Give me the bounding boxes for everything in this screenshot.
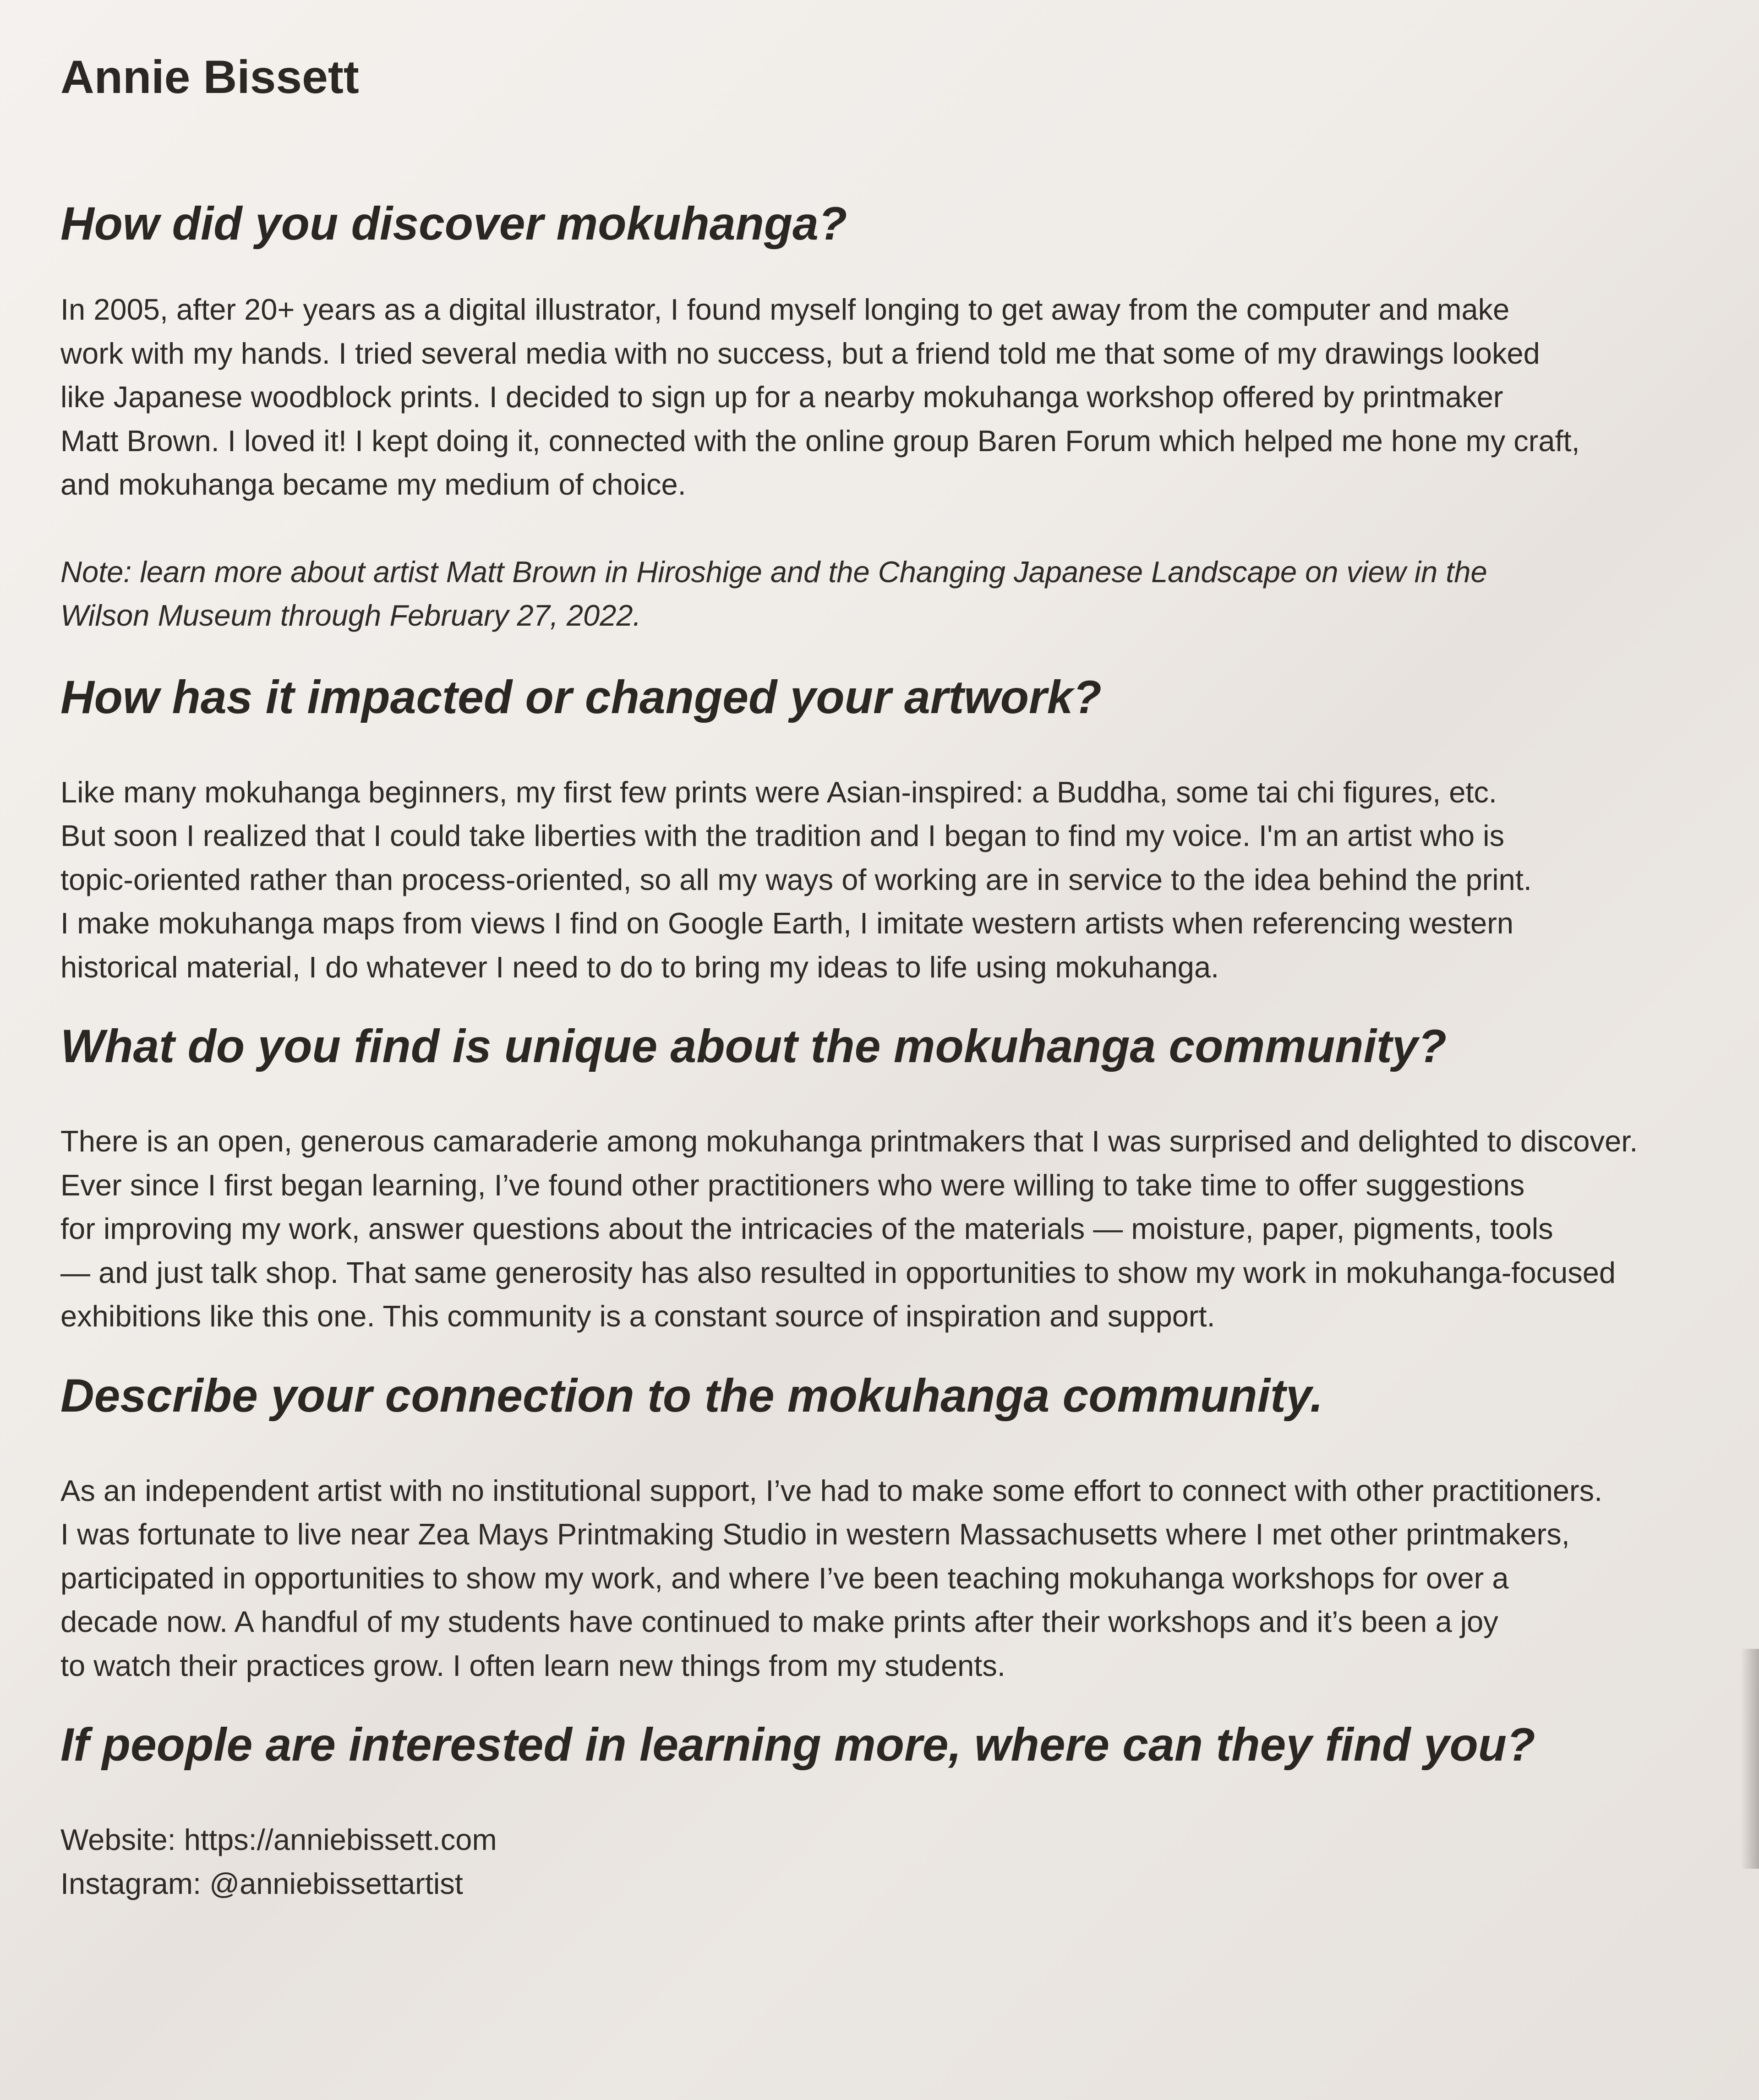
answer-line: exhibitions like this one. This community is a constant source of inspiration and support. — [60, 1299, 1215, 1333]
question-heading: How did you discover mokuhanga? — [60, 197, 847, 250]
answer-line: I make mokuhanga maps from views I find on Google Earth, I imitate western artists when referencing western — [60, 906, 1513, 940]
answer-line: I was fortunate to live near Zea Mays Printmaking Studio in western Massachusetts where I met other printmakers, — [60, 1517, 1570, 1551]
answer-line: But soon I realized that I could take liberties with the tradition and I began to find my voice. I'm an artist who is — [60, 819, 1505, 852]
question-heading: What do you find is unique about the mokuhanga community? — [60, 1020, 1447, 1072]
answer-line: decade now. A handful of my students have continued to make prints after their workshops and it’s been a joy — [60, 1605, 1498, 1638]
note-line: Note: learn more about artist Matt Brown in Hiroshige and the Changing Japanese Landscape on view in the — [60, 555, 1487, 589]
answer-paragraph — [60, 1119, 1710, 1338]
answer-line: Matt Brown. I loved it! I kept doing it, connected with the online group Baren Forum which helped me hone my craft, — [60, 424, 1580, 458]
question-heading: Describe your connection to the mokuhanga community. — [60, 1369, 1323, 1422]
question-heading: If people are interested in learning more, where can they find you? — [60, 1718, 1535, 1771]
note-line: Wilson Museum through February 27, 2022. — [60, 599, 641, 632]
answer-line: — and just talk shop. That same generosity has also resulted in opportunities to show my work in mokuhanga-focused — [60, 1255, 1616, 1289]
answer-paragraph — [60, 288, 1710, 507]
answer-line: like Japanese woodblock prints. I decided to sign up for a nearby mokuhanga workshop offered by printmaker — [60, 380, 1503, 414]
answer-line: participated in opportunities to show my work, and where I’ve been teaching mokuhanga workshops for over a — [60, 1561, 1509, 1595]
answer-line: There is an open, generous camaraderie among mokuhanga printmakers that I was surprised and delighted to discover. — [60, 1124, 1638, 1158]
exhibit-panel — [60, 49, 1710, 1905]
artist-name: Annie Bissett — [60, 51, 359, 103]
answer-line: Like many mokuhanga beginners, my first few prints were Asian-inspired: a Buddha, some tai chi figures, etc. — [60, 775, 1497, 809]
note-paragraph — [60, 550, 1710, 638]
answer-line: to watch their practices grow. I often learn new things from my students. — [60, 1648, 1005, 1682]
edge-shadow — [1741, 1649, 1759, 1869]
answer-paragraph — [60, 770, 1710, 989]
answer-line: historical material, I do whatever I need to do to bring my ideas to life using mokuhanga. — [60, 950, 1219, 984]
website-line: Website: https://anniebissett.com — [60, 1823, 497, 1856]
answer-line: and mokuhanga became my medium of choice. — [60, 468, 686, 501]
answer-line: work with my hands. I tried several media with no success, but a friend told me that some of my drawings looked — [60, 336, 1540, 370]
answer-line: In 2005, after 20+ years as a digital illustrator, I found myself longing to get away from the computer and make — [60, 293, 1510, 326]
answer-line: for improving my work, answer questions about the intricacies of the materials — moisture, paper, pigments, tools — [60, 1212, 1553, 1245]
answer-line: topic-oriented rather than process-oriented, so all my ways of working are in service to the idea behind the print. — [60, 862, 1532, 896]
question-heading: How has it impacted or changed your artwork? — [60, 671, 1102, 723]
contact-info — [60, 1818, 1710, 1905]
answer-line: As an independent artist with no institutional support, I’ve had to make some effort to connect with other practitioners. — [60, 1473, 1603, 1507]
instagram-line: Instagram: @anniebissettartist — [60, 1866, 463, 1900]
answer-paragraph — [60, 1469, 1710, 1688]
answer-line: Ever since I first began learning, I’ve found other practitioners who were willing to take time to offer suggestions — [60, 1168, 1525, 1202]
